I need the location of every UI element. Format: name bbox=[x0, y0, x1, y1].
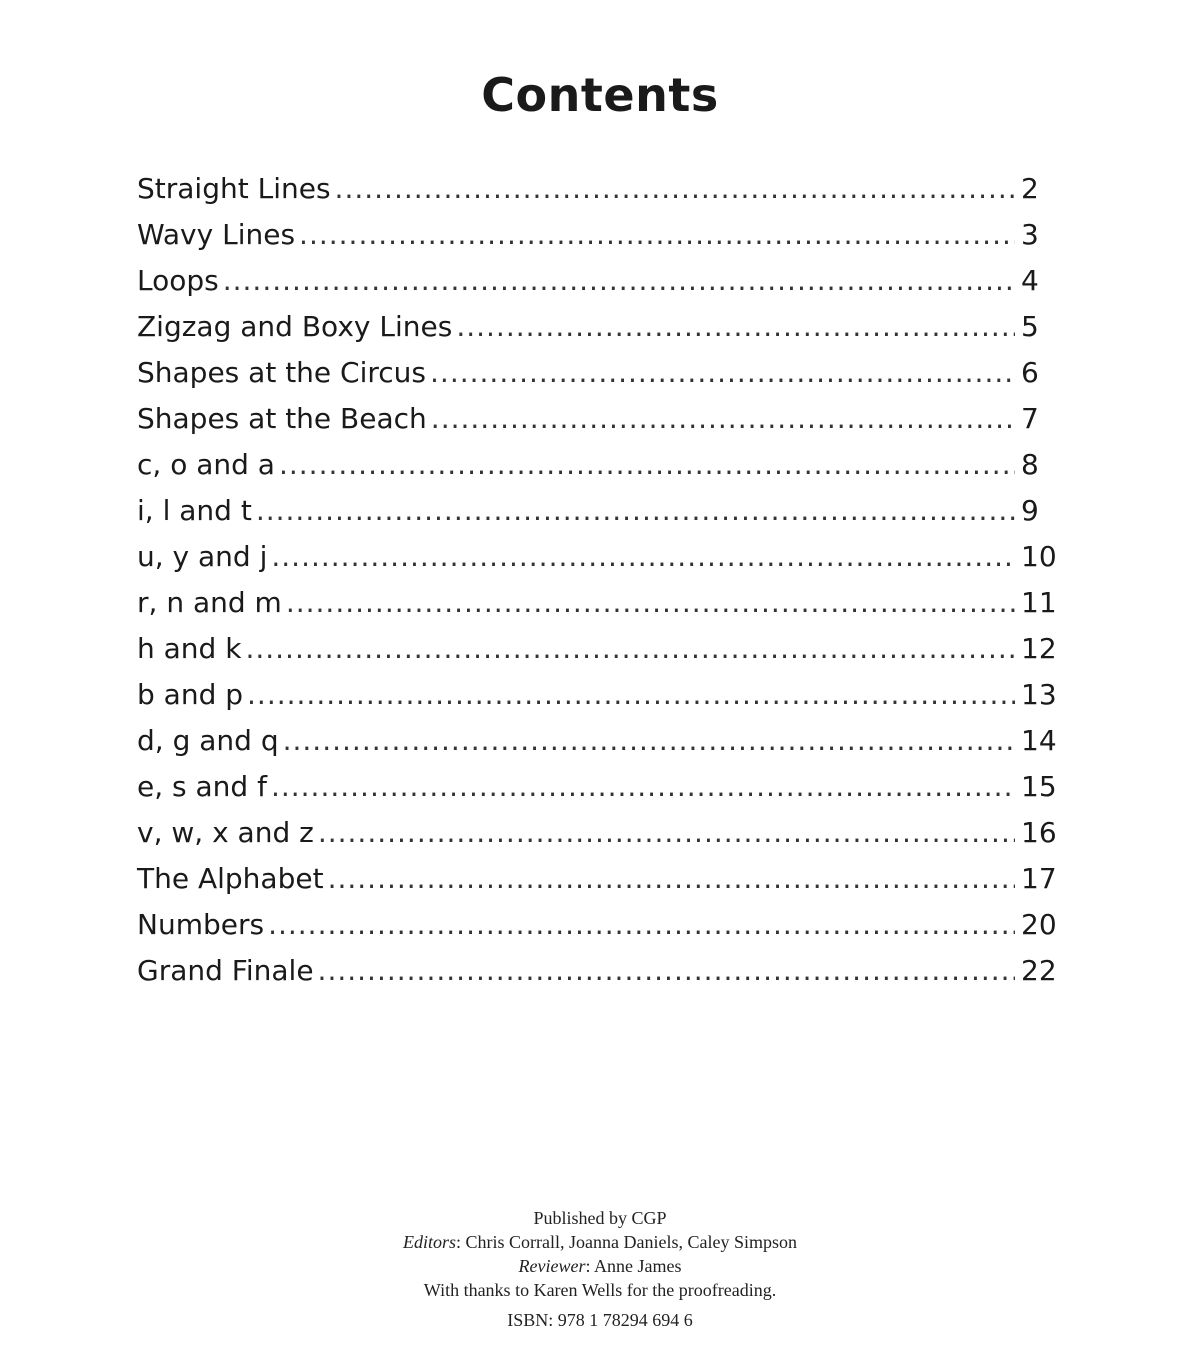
toc-dot-leader bbox=[431, 402, 1015, 435]
toc-entry[interactable] bbox=[137, 448, 1057, 494]
toc-page-number: 8 bbox=[1021, 448, 1039, 481]
toc-page-number: 9 bbox=[1021, 494, 1039, 527]
toc-entry-title: u, y and j bbox=[137, 540, 268, 573]
toc-entry-title: Straight Lines bbox=[137, 172, 331, 205]
toc-entry[interactable] bbox=[137, 586, 1057, 632]
toc-entry-title: h and k bbox=[137, 632, 242, 665]
toc-dot-leader bbox=[271, 770, 1015, 803]
toc-dot-leader bbox=[256, 494, 1015, 527]
toc-page-number: 16 bbox=[1021, 816, 1057, 849]
thanks-line: With thanks to Karen Wells for the proofreading. bbox=[423, 1280, 777, 1300]
toc-entry[interactable] bbox=[137, 310, 1057, 356]
toc-entry-title: c, o and a bbox=[137, 448, 275, 481]
toc-entry[interactable] bbox=[137, 540, 1057, 586]
toc-page-number: 6 bbox=[1021, 356, 1039, 389]
toc-entry[interactable] bbox=[137, 816, 1057, 862]
toc-dot-leader bbox=[318, 816, 1015, 849]
toc-entry[interactable] bbox=[137, 494, 1057, 540]
toc-entry[interactable] bbox=[137, 954, 1057, 1000]
toc-entry-title: v, w, x and z bbox=[137, 816, 314, 849]
toc-entry-title: r, n and m bbox=[137, 586, 282, 619]
toc-dot-leader bbox=[245, 632, 1015, 665]
toc-page-number: 22 bbox=[1021, 954, 1057, 987]
toc-entry-title: d, g and q bbox=[137, 724, 279, 757]
toc-dot-leader bbox=[335, 172, 1015, 205]
toc-entry[interactable] bbox=[137, 172, 1057, 218]
toc-entry-title: Shapes at the Beach bbox=[137, 402, 427, 435]
toc-dot-leader bbox=[279, 448, 1015, 481]
toc-entry[interactable] bbox=[137, 862, 1057, 908]
toc-entry-title: Wavy Lines bbox=[137, 218, 296, 251]
toc-page-number: 14 bbox=[1021, 724, 1057, 757]
toc-page-number: 20 bbox=[1021, 908, 1057, 941]
toc-dot-leader bbox=[271, 540, 1015, 573]
toc-page-number: 10 bbox=[1021, 540, 1057, 573]
toc-page-number: 17 bbox=[1021, 862, 1057, 895]
toc-dot-leader bbox=[247, 678, 1015, 711]
toc-page-number: 13 bbox=[1021, 678, 1057, 711]
toc-dot-leader bbox=[286, 586, 1015, 619]
toc-entry[interactable] bbox=[137, 908, 1057, 954]
reviewer-label: Reviewer bbox=[518, 1256, 586, 1276]
table-of-contents bbox=[137, 172, 1057, 1000]
toc-dot-leader bbox=[223, 264, 1015, 297]
toc-dot-leader bbox=[456, 310, 1015, 343]
toc-entry-title: Zigzag and Boxy Lines bbox=[137, 310, 453, 343]
toc-entry-title: The Alphabet bbox=[137, 862, 324, 895]
toc-page-number: 4 bbox=[1021, 264, 1039, 297]
toc-entry[interactable] bbox=[137, 724, 1057, 770]
toc-entry-title: Loops bbox=[137, 264, 219, 297]
publisher-line: Published by CGP bbox=[533, 1208, 667, 1228]
editors-names: : Chris Corrall, Joanna Daniels, Caley Simpson bbox=[456, 1232, 797, 1252]
toc-page-number: 15 bbox=[1021, 770, 1057, 803]
toc-entry[interactable] bbox=[137, 402, 1057, 448]
editors-label: Editors bbox=[403, 1232, 457, 1252]
toc-page-number: 7 bbox=[1021, 402, 1039, 435]
toc-page-number: 11 bbox=[1021, 586, 1057, 619]
toc-entry[interactable] bbox=[137, 678, 1057, 724]
toc-entry-title: Numbers bbox=[137, 908, 265, 941]
page-title: Contents bbox=[481, 68, 719, 122]
toc-entry-title: e, s and f bbox=[137, 770, 267, 803]
toc-dot-leader bbox=[299, 218, 1015, 251]
toc-dot-leader bbox=[283, 724, 1015, 757]
toc-entry[interactable] bbox=[137, 632, 1057, 678]
editors-line bbox=[0, 1230, 1200, 1254]
toc-dot-leader bbox=[318, 954, 1015, 987]
toc-entry-title: Shapes at the Circus bbox=[137, 356, 427, 389]
toc-page-number: 3 bbox=[1021, 218, 1039, 251]
toc-page-number: 2 bbox=[1021, 172, 1039, 205]
toc-page-number: 5 bbox=[1021, 310, 1039, 343]
toc-entry[interactable] bbox=[137, 770, 1057, 816]
toc-dot-leader bbox=[430, 356, 1015, 389]
toc-entry[interactable] bbox=[137, 356, 1057, 402]
toc-dot-leader bbox=[328, 862, 1015, 895]
reviewer-name: : Anne James bbox=[585, 1256, 682, 1276]
isbn-line: ISBN: 978 1 78294 694 6 bbox=[507, 1310, 693, 1330]
toc-entry-title: i, l and t bbox=[137, 494, 252, 527]
reviewer-line bbox=[0, 1254, 1200, 1278]
toc-entry-title: b and p bbox=[137, 678, 244, 711]
toc-entry[interactable] bbox=[137, 218, 1057, 264]
toc-entry[interactable] bbox=[137, 264, 1057, 310]
publication-credits bbox=[0, 1206, 1200, 1332]
toc-page-number: 12 bbox=[1021, 632, 1057, 665]
toc-dot-leader bbox=[268, 908, 1015, 941]
toc-entry-title: Grand Finale bbox=[137, 954, 314, 987]
